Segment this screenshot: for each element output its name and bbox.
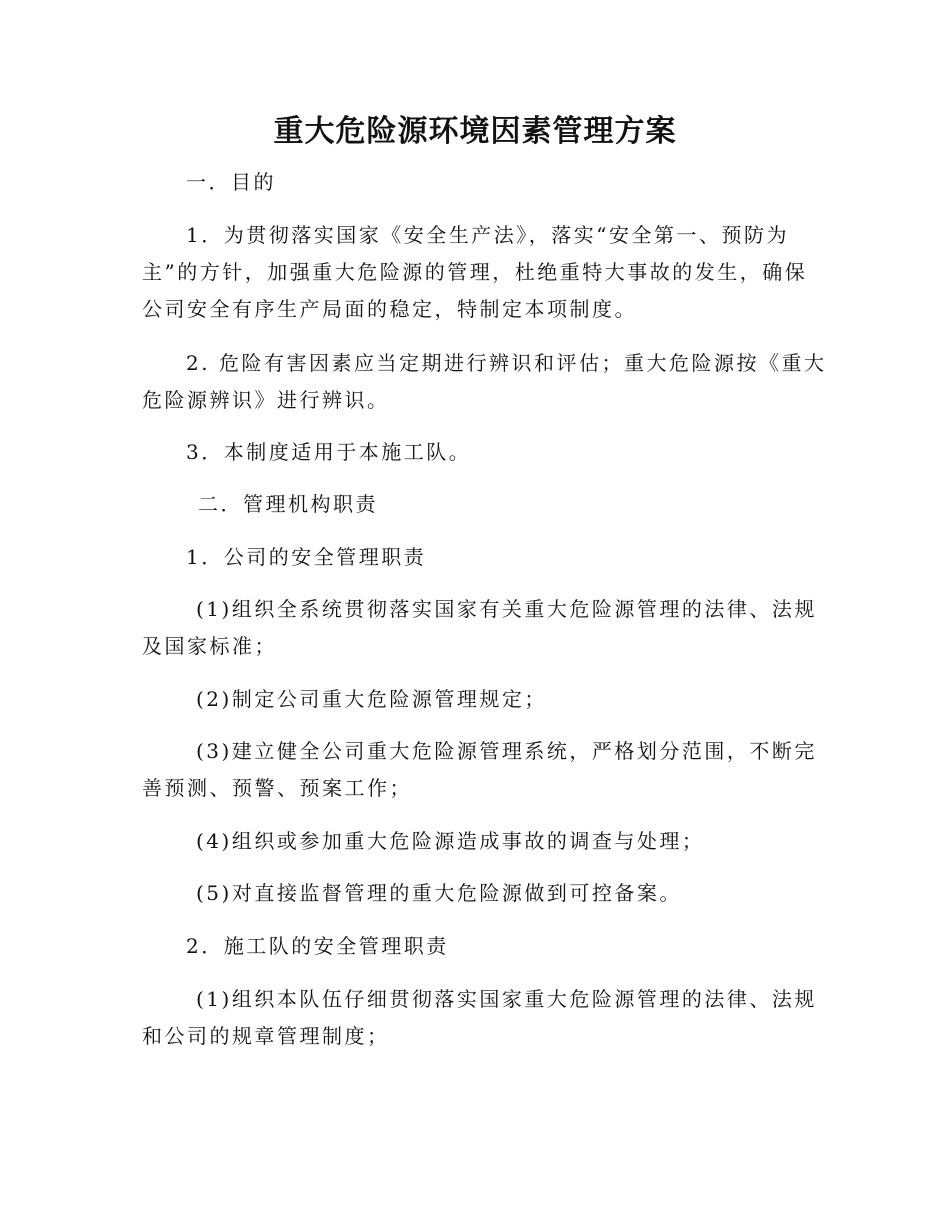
list-item-line: (1)组织本队伍仔细贯彻落实国家重大危险源管理的法律、法规: [196, 987, 817, 1011]
paragraph-line: 3．本制度适用于本施工队。: [186, 440, 472, 464]
list-item-line: 及国家标准；: [142, 634, 277, 658]
subsection-heading: 2．施工队的安全管理职责: [186, 934, 449, 958]
paragraph-line: 主”的方针，加强重大危险源的管理，杜绝重特大事故的发生，确保: [142, 260, 808, 284]
document-title: 重大危险源环境因素管理方案: [273, 114, 677, 149]
list-item-line: (5)对直接监督管理的重大危险源做到可控备案。: [196, 881, 682, 905]
section-heading-purpose: 一．目的: [186, 170, 276, 194]
paragraph-line: 公司安全有序生产局面的稳定，特制定本项制度。: [142, 297, 637, 321]
subsection-heading: 1．公司的安全管理职责: [186, 545, 427, 569]
list-item-line: (1)组织全系统贯彻落实国家有关重大危险源管理的法律、法规: [196, 597, 817, 621]
paragraph-line: 1．为贯彻落实国家《安全生产法》，落实“安全第一、预防为: [186, 223, 789, 247]
paragraph-line: 危险源辨识》进行辨识。: [142, 388, 390, 412]
list-item-line: (4)组织或参加重大危险源造成事故的调查与处理；: [196, 829, 705, 853]
paragraph-line: 2. 危险有害因素应当定期进行辨识和评估；重大危险源按《重大: [186, 351, 827, 375]
section-heading-duties: 二．管理机构职责: [198, 492, 378, 516]
list-item-line: (3)建立健全公司重大危险源管理系统，严格划分范围，不断完: [196, 739, 817, 763]
list-item-line: (2)制定公司重大危险源管理规定；: [196, 687, 547, 711]
list-item-line: 善预测、预警、预案工作；: [142, 776, 412, 800]
list-item-line: 和公司的规章管理制度；: [142, 1024, 390, 1048]
